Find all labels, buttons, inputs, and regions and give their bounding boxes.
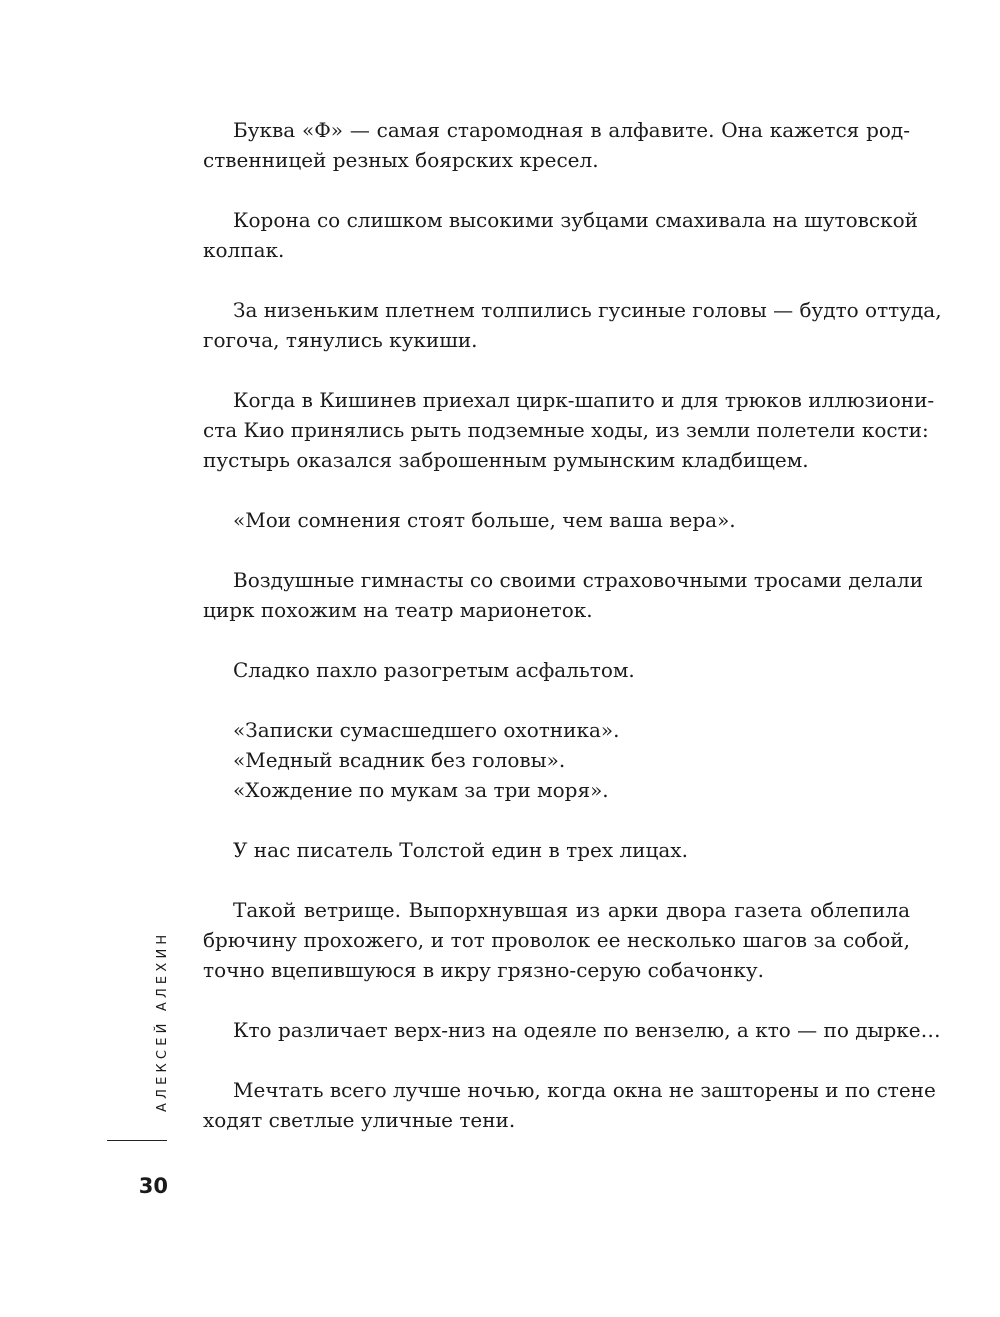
paragraph (203, 295, 942, 355)
footer-rule (107, 1140, 167, 1141)
list-item: «Хождение по мукам за три моря». (233, 778, 609, 802)
title-list (203, 715, 910, 805)
text-line: Сладко пахло разогретым асфальтом. (233, 658, 635, 682)
body-text (203, 115, 942, 1165)
text-line: брючину прохожего, и тот проволок ее несколько шагов за собой, (203, 928, 910, 952)
text-line: Буква «Ф» — самая старомодная в алфавите. Она кажется род- (233, 118, 910, 142)
running-head-author: АЛЕКСЕЙ АЛЕХИН (155, 930, 170, 1112)
text-line: «Мои сомнения стоят больше, чем ваша вера». (233, 508, 736, 532)
text-line: Воздушные гимнасты со своими страховочными тросами делали (233, 568, 924, 592)
text-line: За низеньким плетнем толпились гусиные головы — будто оттуда, (233, 298, 942, 322)
text-line: Такой ветрище. Выпорхнувшая из арки двора газета облепила (233, 898, 910, 922)
paragraph (203, 655, 910, 685)
paragraph (203, 565, 924, 625)
text-line: Мечтать всего лучше ночью, когда окна не зашторены и по стене (233, 1078, 936, 1102)
text-line: цирк похожим на театр марионеток. (203, 598, 593, 622)
page-number: 30 (138, 1174, 168, 1198)
paragraph (203, 1075, 936, 1135)
paragraph (203, 835, 910, 865)
text-line: ходят светлые уличные тени. (203, 1108, 516, 1132)
paragraph (203, 205, 918, 265)
paragraph (203, 115, 910, 175)
text-line: Кто различает верх-низ на одеяле по вензелю, а кто — по дырке… (233, 1018, 941, 1042)
text-line: пустырь оказался заброшенным румынским кладбищем. (203, 448, 809, 472)
text-line: Когда в Кишинев приехал цирк-шапито и для трюков иллюзиони- (233, 388, 935, 412)
text-line: колпак. (203, 238, 285, 262)
text-line: Корона со слишком высокими зубцами смахивала на шутовской (233, 208, 918, 232)
paragraph (203, 505, 910, 535)
text-line: ста Кио принялись рыть подземные ходы, из земли полетели кости: (203, 418, 929, 442)
paragraph (203, 385, 935, 475)
paragraph (203, 895, 910, 985)
paragraph (203, 1015, 941, 1045)
list-item: «Записки сумасшедшего охотника». (233, 718, 620, 742)
text-line: точно вцепившуюся в икру грязно-серую собачонку. (203, 958, 764, 982)
text-line: гогоча, тянулись кукиши. (203, 328, 478, 352)
list-item: «Медный всадник без головы». (233, 748, 566, 772)
text-line: ственницей резных боярских кресел. (203, 148, 599, 172)
text-line: У нас писатель Толстой един в трех лицах. (233, 838, 688, 862)
